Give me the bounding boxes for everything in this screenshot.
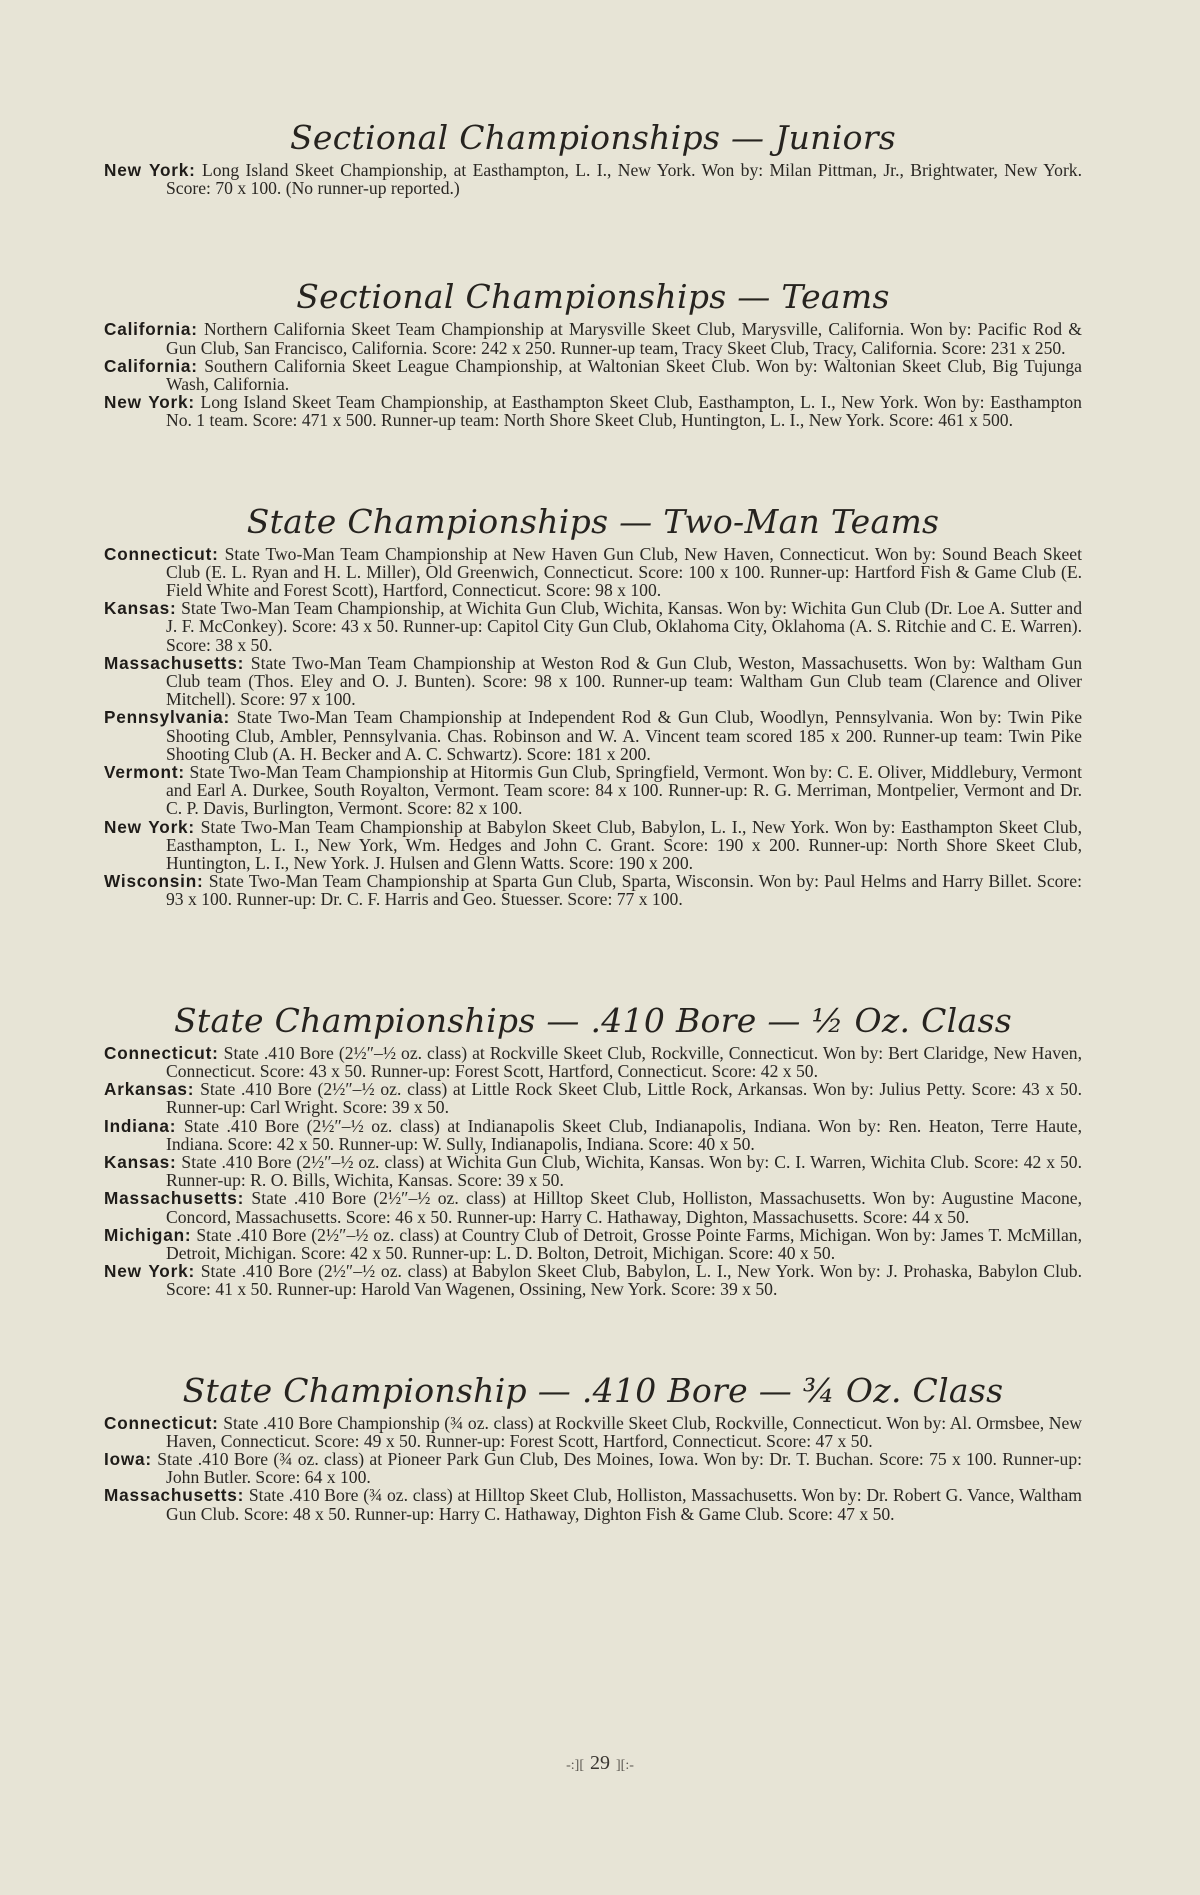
entry-state: Connecticut: [104,543,219,564]
section-two-man-teams [104,502,1082,909]
entry-state: California: [104,319,198,340]
entry-state: Arkansas: [104,1079,195,1100]
entry-text: State .410 Bore (2½″–½ oz. class) at Country Club of Detroit, Grosse Pointe Farms, Michigan. Won by: James T. McMillan, Detroit, Michigan. Score: 42 x 50. Runner-up: L. D. Bolton, Detroit, Michigan. Score: 40 x 50. [166,1224,1082,1263]
entry [104,545,1082,600]
entry [104,1414,1082,1450]
entry-text: State .410 Bore (2½″–½ oz. class) at Hilltop Skeet Club, Holliston, Massachusetts. Won by: Augustine Macone, Concord, Massachusetts. Score: 46 x 50. Runner-up: Harry C. Hathaway, Dighton, Massachusetts. Score: 44 x 50. [166,1188,1082,1227]
entry [104,393,1082,429]
entry-text: State .410 Bore (2½″–½ oz. class) at Wichita Gun Club, Wichita, Kansas. Won by: C. I. Warren, Wichita Club. Score: 42 x 50. Runner-up: R. O. Bills, Wichita, Kansas. Score: 39 x 50. [166,1151,1082,1191]
entry [104,1117,1082,1153]
entry-text: State .410 Bore (2½″–½ oz. class) at Indianapolis Skeet Club, Indianapolis, Indiana. Won by: Ren. Heaton, Terre Haute, Indiana. Score: 42 x 50. Runner-up: W. Sully, Indianapolis, Indiana. Score: 40 x 50. [166,1115,1082,1154]
entry-state: Vermont: [104,762,185,783]
entry-state: New York: [104,160,196,180]
entry-text: State .410 Bore Championship (¾ oz. class) at Rockville Skeet Club, Rockville, Connecticut. Won by: Al. Ormsbee, New Haven, Connecticut. Score: 49 x 50. Runner-up: Forest Scott, Hartford, Connecticut. Score: 47 x 50. [166,1412,1082,1451]
section-title: State Championships — Two-Man Teams [246,501,940,541]
entry-state: Connecticut: [104,1042,219,1063]
entry [104,320,1082,356]
section-title: State Championships — .410 Bore — ½ Oz. Class [174,1000,1012,1040]
entry-text: State .410 Bore (2½″–½ oz. class) at Babylon Skeet Club, Babylon, L. I., New York. Won by: J. Prohaska, Babylon Club. Score: 41 x 50. Runner-up: Harold Van Wagenen, Ossining, New York. Score: 39 x 50. [166,1261,1082,1300]
entry-text: Long Island Skeet Championship, at Easthampton, L. I., New York. Won by: Milan Pittman, Jr., Brightwater, New York. Score: 70 x 100. (No runner-up reported.) [166,160,1083,199]
entry [104,872,1082,908]
entry-state: Kansas: [104,598,177,619]
entry-state: California: [104,355,198,376]
entry-state: New York: [104,392,195,413]
entry [104,818,1082,873]
entry [104,1226,1082,1262]
entry-state: Indiana: [104,1115,177,1136]
entry-text: State .410 Bore (2½″–½ oz. class) at Little Rock Skeet Club, Little Rock, Arkansas. Won by: Julius Petty. Score: 43 x 50. Runner-up: Carl Wright. Score: 39 x 50. [166,1079,1082,1118]
entry-text: Southern California Skeet League Championship, at Waltonian Skeet Club. Won by: Waltonian Skeet Club, Big Tujunga Wash, California. [166,355,1082,395]
entry-state: Wisconsin: [104,871,204,892]
entry [104,654,1082,709]
page-number-ornament-left: -:][ [566,1758,584,1773]
entry [104,1044,1082,1080]
section-410-three-quarter-oz [104,1371,1082,1523]
entry-text: State Two-Man Team Championship at Hitormis Gun Club, Springfield, Vermont. Won by: C. E. Oliver, Middlebury, Vermont and Earl A. Durkee, South Royalton, Vermont. Team score: 84 x 100. Runner-up: R. G. Merriman, Montpelier, Vermont and Dr. C. P. Davis, Burlington, Vermont. Score: 82 x 100. [166,762,1083,819]
entry [104,1189,1082,1225]
entry-text: State .410 Bore (¾ oz. class) at Pioneer Park Gun Club, Des Moines, Iowa. Won by: Dr. T. Buchan. Score: 75 x 100. Runner-up: John Butler. Score: 64 x 100. [157,1448,1082,1488]
entry-state: New York: [104,816,195,837]
section-juniors [104,118,1082,197]
entry-state: Michigan: [104,1224,192,1245]
entry-text: Long Island Skeet Team Championship, at Easthampton Skeet Club, Easthampton, L. I., New York. Won by: Easthampton No. 1 team. Score: 471 x 500. Runner-up team: North Shore Skeet Club, Huntington, L. I., New York. Score: 461 x 500. [166,392,1082,431]
section-410-half-oz [104,1001,1082,1299]
entry-text: State .410 Bore (2½″–½ oz. class) at Rockville Skeet Club, Rockville, Connecticut. Won by: Bert Claridge, New Haven, Connecticut. Score: 43 x 50. Runner-up: Forest Scott, Hartford, Connecticut. Score: 42 x 50. [166,1042,1082,1081]
entry-text: State Two-Man Team Championship at Weston Rod & Gun Club, Weston, Massachusetts. Won by: Waltham Gun Club team (Thos. Eley and O. J. Bunten). Score: 98 x 100. Runner-up team: Waltham Gun Club team (Clarence and Oliver Mitchell). Score: 97 x 100. [166,652,1082,710]
entry-text: State .410 Bore (¾ oz. class) at Hilltop Skeet Club, Holliston, Massachusetts. Won by: Dr. Robert G. Vance, Waltham Gun Club. Score: 48 x 50. Runner-up: Harry C. Hathaway, Dighton Fish & Game Club. Score: 47 x 50. [166,1485,1082,1524]
entry-state: Iowa: [104,1448,152,1469]
entry [104,1262,1082,1298]
entry-state: Kansas: [104,1151,177,1172]
entry-text: Northern California Skeet Team Championship at Marysville Skeet Club, Marysville, California. Won by: Pacific Rod & Gun Club, San Francisco, California. Score: 242 x 250. Runner-up team, Tracy Skeet Club, Tracy, California. Score: 231 x 250. [166,319,1082,358]
entry [104,161,1082,197]
entry-text: State Two-Man Team Championship at Independent Rod & Gun Club, Woodlyn, Pennsylvania. Won by: Twin Pike Shooting Club, Ambler, Pennsylvania. Chas. Robinson and W. A. Vincent team scored 185 x 200. Runner-up team: Twin Pike Shooting Club (A. H. Becker and A. C. Schwartz). Score: 181 x 200. [166,707,1083,764]
entry-text: State Two-Man Team Championship at New Haven Gun Club, New Haven, Connecticut. Won by: Sound Beach Skeet Club (E. L. Ryan and H. L. Miller), Old Greenwich, Connecticut. Score: 100 x 100. Runner-up: Hartford Fish & Game Club (E. Field White and Forest Scott), Hartford, Connecticut. Score: 98 x 100. [166,543,1083,601]
entry-text: State Two-Man Team Championship at Sparta Gun Club, Sparta, Wisconsin. Won by: Paul Helms and Harry Billet. Score: 93 x 100. Runner-up: Dr. C. F. Harris and Geo. Stuesser. Score: 77 x 100. [166,871,1082,910]
page-number [0,1752,1200,1775]
entry-state: Connecticut: [104,1412,219,1433]
entry-state: Massachusetts: [104,652,245,673]
section-title: Sectional Championships — Teams [296,277,890,317]
entry [104,1486,1082,1522]
entry-state: Massachusetts: [104,1485,245,1506]
entry-text: State Two-Man Team Championship, at Wichita Gun Club, Wichita, Kansas. Won by: Wichita Gun Club (Dr. Loe A. Sutter and J. F. McConkey). Score: 43 x 50. Runner-up: Capitol City Gun Club, Oklahoma City, Oklahoma (A. S. Ritchie and C. E. Warren). Score: 38 x 50. [166,598,1082,655]
entry-state: Pennsylvania: [104,707,230,728]
page-number-value: 29 [590,1752,610,1774]
entry [104,599,1082,654]
entry [104,708,1082,763]
section-teams [104,277,1082,429]
entry-text: State Two-Man Team Championship at Babylon Skeet Club, Babylon, L. I., New York. Won by: Easthampton Skeet Club, Easthampton, L. I., New York, Wm. Hedges and John C. Grant. Score: 190 x 200. Runner-up: North Shore Skeet Club, Huntington, L. I., New York. J. Hulsen and Glenn Watts. Score: 190 x 200. [166,816,1082,874]
entry [104,1080,1082,1116]
entry [104,763,1082,818]
entry-state: New York: [104,1261,195,1282]
section-title: State Championship — .410 Bore — ¾ Oz. Class [182,1370,1004,1410]
entry-state: Massachusetts: [104,1188,245,1209]
entry [104,1450,1082,1486]
page-number-ornament-right: ][:- [616,1758,634,1773]
section-title: Sectional Championships — Juniors [289,118,897,157]
entry [104,357,1082,393]
entry [104,1153,1082,1189]
